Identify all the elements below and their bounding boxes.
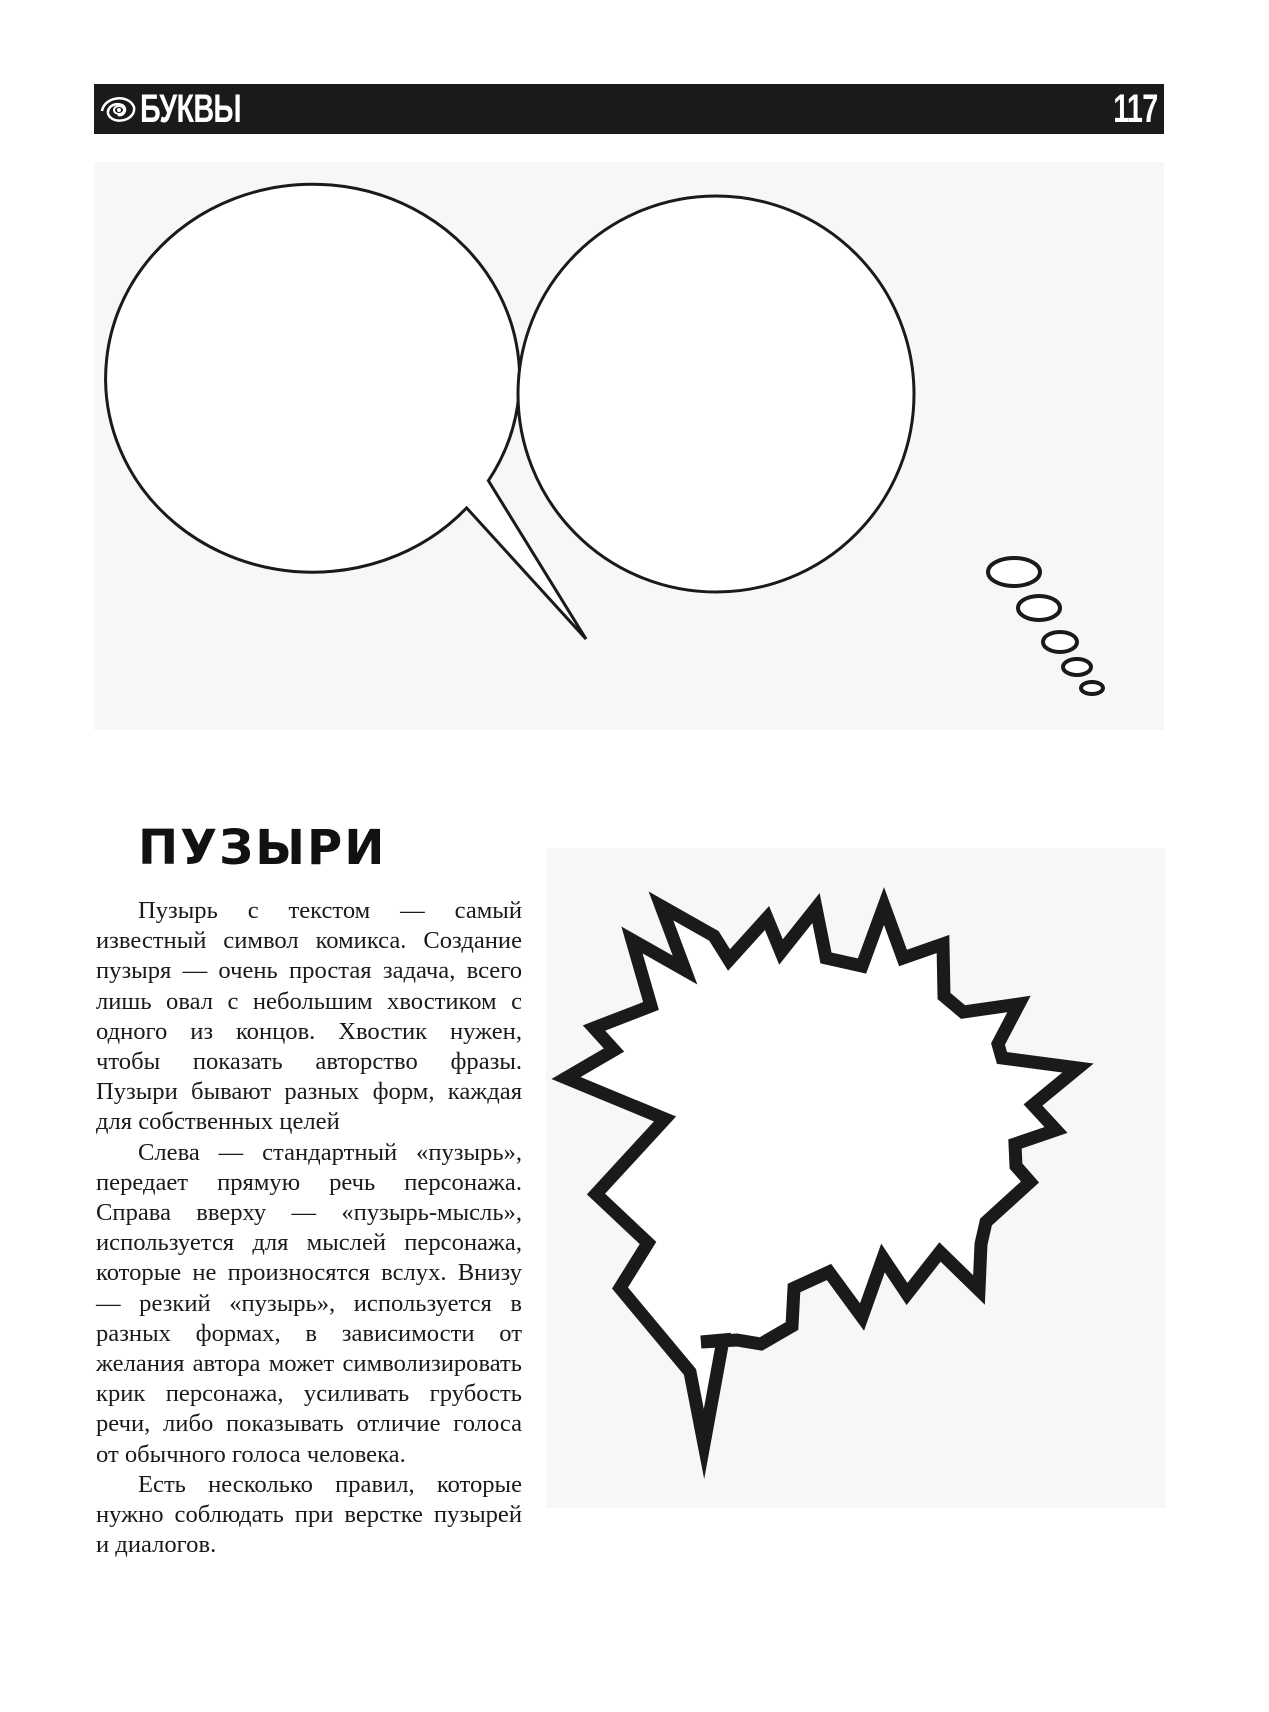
running-header (94, 84, 1164, 134)
paragraph: Есть несколько правил, которые нужно соблюдать при верстке пузырей и диалогов. (96, 1470, 522, 1559)
section-title: БУКВЫ (140, 87, 241, 131)
burst-svg (546, 848, 1166, 1508)
page-number: 117 (1113, 87, 1158, 131)
bubble-illustration-top (94, 162, 1164, 730)
article-title: ПУЗЫРИ (138, 820, 387, 876)
bubbles-svg (94, 162, 1164, 730)
paragraph: Слева — стандартный «пузырь», передает прямую речь персонажа. Справа вверху — «пузырь-мысль», используется для мыслей персонажа, которые не произносятся вслух. Внизу — резкий «пузырь», используется в разных формах, в зависимости от желания автора может символизировать крик персонажа, усиливать грубость речи, либо показывать отличие голоса от обычного голоса человека. (96, 1138, 522, 1468)
paragraph: Пузырь с текстом — самый известный символ комикса. Создание пузыря — очень простая задача, всего лишь овал с небольшим хвостиком с одного из концов. Хвостик нужен, чтобы показать авторство фразы. Пузыри бывают разных форм, каждая для собственных целей (96, 897, 522, 1136)
article-body (96, 896, 522, 1560)
thought-bubble-icon (518, 196, 1103, 694)
speech-bubble-icon (106, 184, 586, 639)
swirl-eye-logo-icon (98, 89, 138, 129)
bubble-illustration-side (546, 848, 1166, 1508)
burst-bubble-icon (566, 906, 1078, 1444)
